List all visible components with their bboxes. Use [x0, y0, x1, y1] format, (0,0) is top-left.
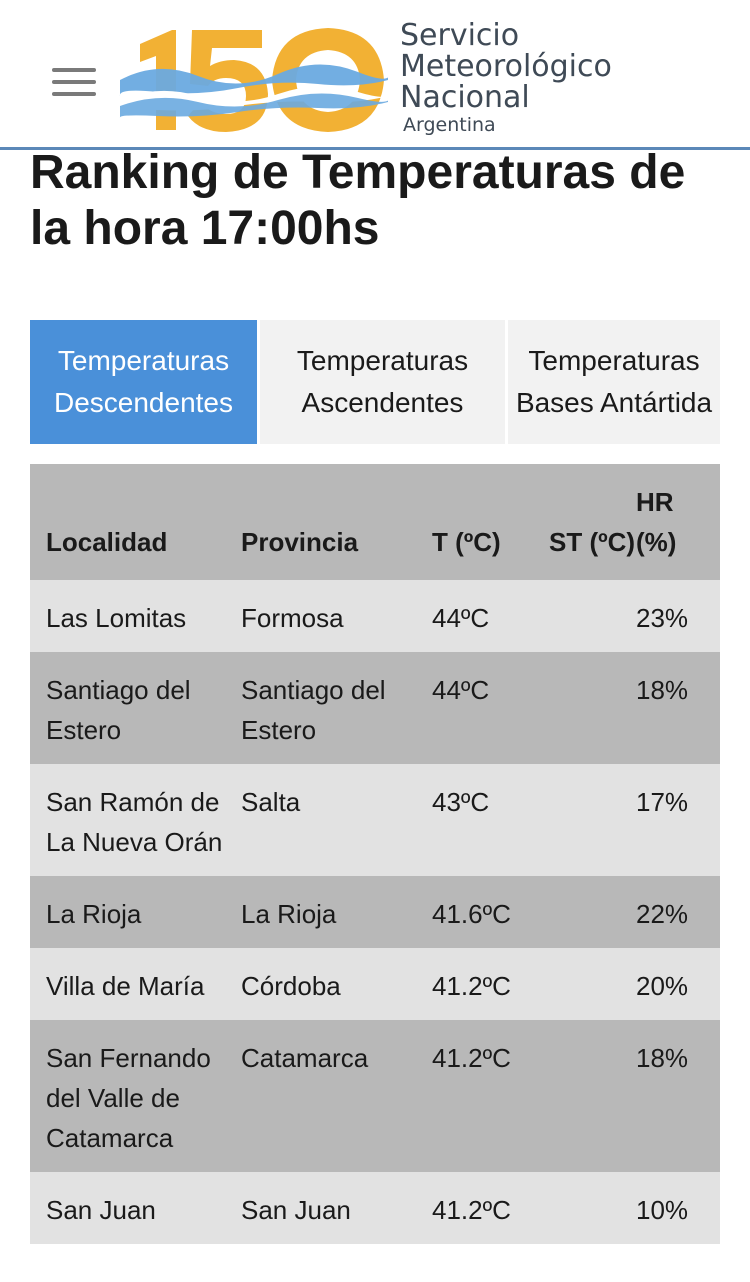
hamburger-bar	[52, 68, 96, 72]
cell-humedad: 20%	[636, 971, 689, 1001]
smn-150-logo-icon[interactable]	[118, 22, 388, 134]
cell-localidad: Las Lomitas	[46, 603, 187, 633]
cell-localidad: San Juan	[46, 1195, 156, 1225]
cell-temperatura: 41.2ºC	[432, 971, 511, 1001]
tab-temperaturas-ascendentes[interactable]	[260, 320, 505, 444]
cell-sensacion-termica	[549, 876, 636, 948]
ranking-tabs	[30, 320, 720, 444]
header-localidad: Localidad	[46, 527, 168, 557]
cell-sensacion-termica	[549, 580, 636, 652]
cell-humedad: 22%	[636, 899, 689, 929]
cell-localidad: Villa de María	[46, 971, 205, 1001]
hamburger-bar	[52, 92, 96, 96]
cell-sensacion-termica	[549, 1172, 636, 1244]
header-provincia: Provincia	[241, 527, 359, 557]
cell-provincia: Santiago del Estero	[241, 675, 386, 745]
cell-provincia: Córdoba	[241, 971, 341, 1001]
cell-temperatura: 41.6ºC	[432, 899, 511, 929]
table-body	[30, 580, 720, 1244]
cell-sensacion-termica	[549, 1020, 636, 1172]
ranking-table	[30, 464, 720, 1244]
cell-provincia: Catamarca	[241, 1043, 369, 1073]
table-header	[30, 464, 720, 580]
table-row	[30, 948, 720, 1020]
tab-label-line: Ascendentes	[301, 387, 464, 418]
logo-wordmark	[400, 20, 740, 136]
cell-sensacion-termica	[549, 652, 636, 764]
table-row	[30, 1172, 720, 1244]
tab-label	[516, 340, 712, 424]
cell-localidad: Santiago del Estero	[46, 675, 191, 745]
logo-line-3: Nacional	[400, 80, 530, 115]
header-humedad-relativa: HR (%)	[636, 487, 677, 557]
tab-label-line: Descendentes	[53, 387, 233, 418]
tab-label-line: Temperaturas	[528, 345, 700, 376]
tab-label	[54, 340, 233, 424]
site-header	[0, 0, 750, 150]
tab-label	[297, 340, 468, 424]
logo-line-1: Servicio	[400, 18, 520, 53]
cell-temperatura: 43ºC	[432, 787, 490, 817]
cell-localidad: La Rioja	[46, 899, 142, 929]
table-row	[30, 1020, 720, 1172]
table-row	[30, 764, 720, 876]
cell-humedad: 18%	[636, 675, 689, 705]
hamburger-bar	[52, 80, 96, 84]
page-title: Ranking de Temperaturas de la hora 17:00hs	[30, 146, 686, 255]
tab-label-line: Temperaturas	[296, 345, 469, 376]
header-sensacion-termica: ST (ºC)	[549, 527, 636, 557]
cell-humedad: 18%	[636, 1043, 689, 1073]
table-row	[30, 580, 720, 652]
header-temperatura: T (ºC)	[432, 527, 501, 557]
cell-provincia: Salta	[241, 787, 301, 817]
cell-provincia: Formosa	[241, 603, 344, 633]
cell-sensacion-termica	[549, 948, 636, 1020]
logo-line-2: Meteorológico	[400, 49, 612, 84]
cell-temperatura: 44ºC	[432, 675, 490, 705]
cell-humedad: 17%	[636, 787, 689, 817]
tab-label-line: Bases Antártida	[515, 387, 713, 418]
cell-provincia: La Rioja	[241, 899, 337, 929]
cell-humedad: 23%	[636, 603, 689, 633]
cell-temperatura: 41.2ºC	[432, 1195, 511, 1225]
table-row	[30, 652, 720, 764]
table-header-row	[30, 464, 720, 580]
cell-provincia: San Juan	[241, 1195, 351, 1225]
cell-sensacion-termica	[549, 764, 636, 876]
cell-localidad: San Ramón de La Nueva Orán	[46, 787, 223, 857]
logo-subtitle: Argentina	[403, 114, 496, 136]
cell-temperatura: 44ºC	[432, 603, 490, 633]
hamburger-menu-icon[interactable]	[52, 68, 96, 96]
temperature-ranking-table	[30, 464, 720, 1244]
cell-temperatura: 41.2ºC	[432, 1043, 511, 1073]
tab-temperaturas-bases-antartida[interactable]	[508, 320, 720, 444]
cell-localidad: San Fernando del Valle de Catamarca	[46, 1043, 211, 1153]
table-row	[30, 876, 720, 948]
tab-label-line: Temperaturas	[57, 345, 230, 376]
tab-temperaturas-descendentes[interactable]	[30, 320, 257, 444]
cell-humedad: 10%	[636, 1195, 689, 1225]
